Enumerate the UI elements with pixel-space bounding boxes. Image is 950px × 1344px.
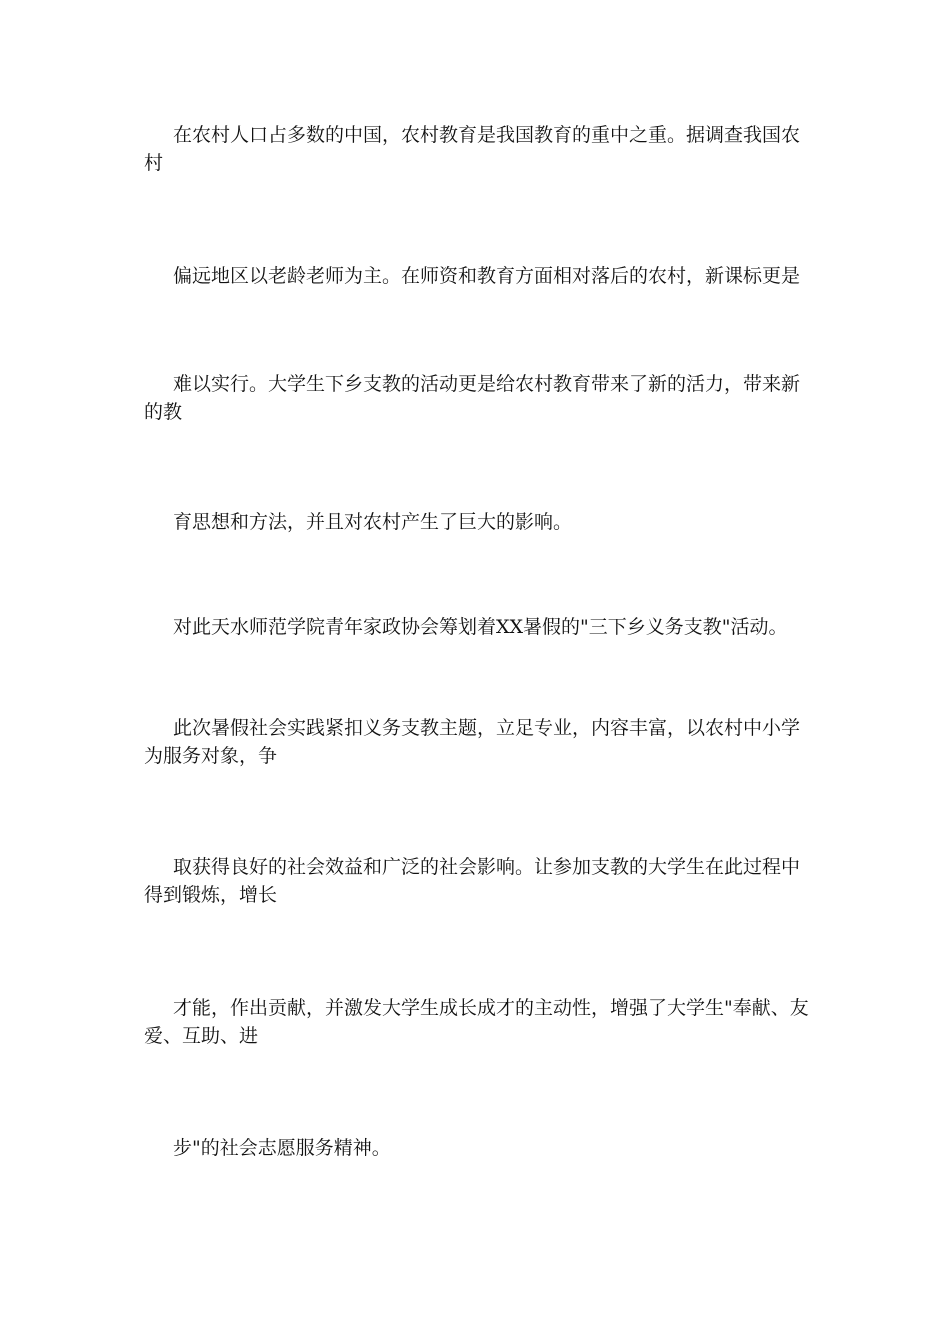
paragraph-8: 才能，作出贡献，并激发大学生成长成才的主动性，增强了大学生"奉献、友爱、互助、进	[144, 997, 809, 1047]
paragraph-4: 育思想和方法，并且对农村产生了巨大的影响。	[173, 511, 573, 533]
paragraph-7: 取获得良好的社会效益和广泛的社会影响。让参加支教的大学生在此过程中得到锻炼，增长	[144, 856, 801, 906]
paragraph-3: 难以实行。大学生下乡支教的活动更是给农村教育带来了新的活力，带来新的教	[144, 373, 801, 423]
paragraph-6: 此次暑假社会实践紧扣义务支教主题，立足专业，内容丰富，以农村中小学为服务对象，争	[144, 717, 801, 767]
paragraph-9: 步"的社会志愿服务精神。	[173, 1137, 391, 1159]
paragraph-1: 在农村人口占多数的中国，农村教育是我国教育的重中之重。据调查我国农村	[144, 124, 801, 174]
paragraph-2: 偏远地区以老龄老师为主。在师资和教育方面相对落后的农村，新课标更是	[173, 265, 801, 287]
paragraph-5: 对此天水师范学院青年家政协会筹划着XX暑假的"三下乡义务支教"活动。	[173, 616, 788, 638]
